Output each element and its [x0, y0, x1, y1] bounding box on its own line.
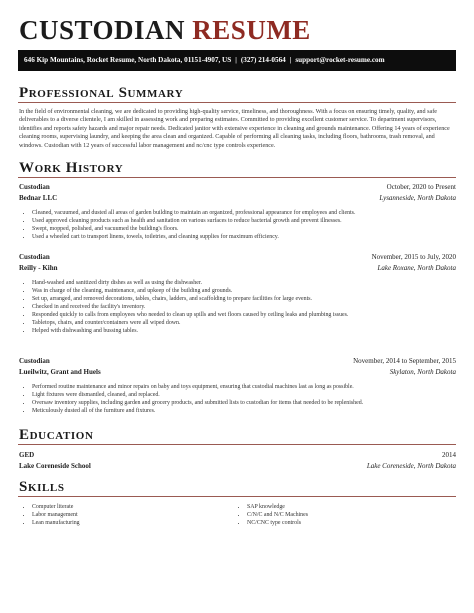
list-item: • Cleaned, vacuumed, and dusted all areas of garden building to maintain an organized, professional appearance for employees and clients. — [32, 209, 456, 217]
job-bullets — [19, 209, 456, 241]
list-item: • Lean manufacturing — [32, 519, 80, 527]
contact-email: support@rocket-resume.com — [295, 56, 385, 64]
job-bullets — [19, 383, 456, 415]
list-item: • Used approved cleaning products such as health and sanitation on various surfaces to reduce bacterial growth and prevent illnesses. — [32, 217, 456, 225]
job-company: Lueilwitz, Grant and Huels — [19, 368, 101, 376]
list-item: • Swept, mopped, polished, and vacuumed the building's floors. — [32, 225, 456, 233]
list-item: • Performed routine maintenance and minor repairs on baby and toys equipment, ensuring that custodial machines last as long as possible. — [32, 383, 456, 391]
list-item: • Checked in and received the facility's inventory. — [32, 303, 456, 311]
job-dates: October, 2020 to Present — [386, 183, 456, 191]
section-divider — [18, 444, 456, 445]
list-item: • Meticulously dusted all of the furniture and fixtures. — [32, 407, 456, 415]
contact-phone: (327) 214-0564 — [240, 56, 286, 64]
list-item: • Oversaw inventory supplies, including garden and grocery products, and submitted lists to custodian for items that needed to be replenished. — [32, 399, 456, 407]
job-title: Custodian — [19, 357, 50, 365]
section-divider — [18, 102, 456, 103]
contact-bar — [18, 50, 456, 71]
job-location: Lake Roxane, North Dakota — [377, 264, 456, 272]
list-item: • Responded quickly to calls from employees who needed to clean up spills and wet floors caused by ceiling leaks and plumbing issues. — [32, 311, 456, 319]
job-title: Custodian — [19, 183, 50, 191]
list-item: • Light fixtures were dismantled, cleaned, and replaced. — [32, 391, 456, 399]
list-item: • Computer literate — [32, 503, 80, 511]
contact-address: 646 Kip Mountains, Rocket Resume, North Dakota, 01151-4907, US — [24, 56, 232, 64]
list-item: • Helped with dishwashing and bussing tables. — [32, 327, 456, 335]
contact-separator: | — [289, 56, 292, 64]
education-year: 2014 — [442, 451, 456, 459]
job-title: Custodian — [19, 253, 50, 261]
job-bullets — [19, 279, 456, 335]
skills-list-left — [19, 503, 80, 528]
job-location: Lysanneside, North Dakota — [379, 194, 456, 202]
job-company: Bednar LLC — [19, 194, 58, 202]
skills-heading: Skills — [19, 479, 65, 495]
section-divider — [18, 177, 456, 178]
education-school: Lake Coreneside School — [19, 462, 91, 470]
job-company: Reilly - Kihn — [19, 264, 58, 272]
list-item: • SAP knowledge — [247, 503, 308, 511]
education-degree: GED — [19, 451, 35, 459]
job-dates: November, 2015 to July, 2020 — [371, 253, 456, 261]
education-heading: Education — [19, 427, 94, 443]
job-location: Skylaton, North Dakota — [389, 368, 456, 376]
list-item: • Labor management — [32, 511, 80, 519]
list-item: • Set up, arranged, and removed decorations, tables, chairs, ladders, and scaffolding to prepare facilities for large events. — [32, 295, 456, 303]
list-item: • NC/CNC type controls — [247, 519, 308, 527]
job-dates: November, 2014 to September, 2015 — [353, 357, 456, 365]
list-item: • C/N/C and N/C Machines — [247, 511, 308, 519]
resume-title-name: CUSTODIAN — [19, 15, 186, 45]
summary-heading: Professional Summary — [19, 85, 184, 101]
list-item: • Used a wheeled cart to transport linens, towels, toiletries, and cleaning supplies for maximum efficiency. — [32, 233, 456, 241]
list-item: • Tabletops, chairs, and counter/containers were all wiped down. — [32, 319, 456, 327]
contact-separator: | — [235, 56, 237, 64]
section-divider — [18, 496, 456, 497]
summary-text: In the field of environmental cleaning, we are dedicated to providing high-quality service, timeliness, and thoroughness. With a focus on ensuring timely, quality, and safe deliverables to a diverse clientele, I am skilled in assessing work and preparing estimates. Committed to providing excellent customer service. To department supervisors, identifies and reports safety hazards and major repair needs. Dedicated janitor with extensive experience in cleaning and grounds maintenance. Offering 14 years of experience cleaning rooms, supervising laundry, and keeping the area clean and organized. Capable of performing all cleaning tasks, including floors, bathrooms, trash removal, and windows. Custodian with 12 years of successful labor management and nc/cnc type controls experience. — [19, 109, 450, 149]
list-item: • Was in charge of the cleaning, maintenance, and upkeep of the building and grounds. — [32, 287, 456, 295]
resume-title — [19, 14, 311, 46]
list-item: • Hand-washed and sanitized dirty dishes as well as using the dishwasher. — [32, 279, 456, 287]
resume-title-word: RESUME — [192, 15, 311, 45]
skills-list-right — [234, 503, 308, 528]
work-history-heading: Work History — [19, 160, 124, 176]
education-location: Lake Coreneside, North Dakota — [366, 462, 456, 470]
